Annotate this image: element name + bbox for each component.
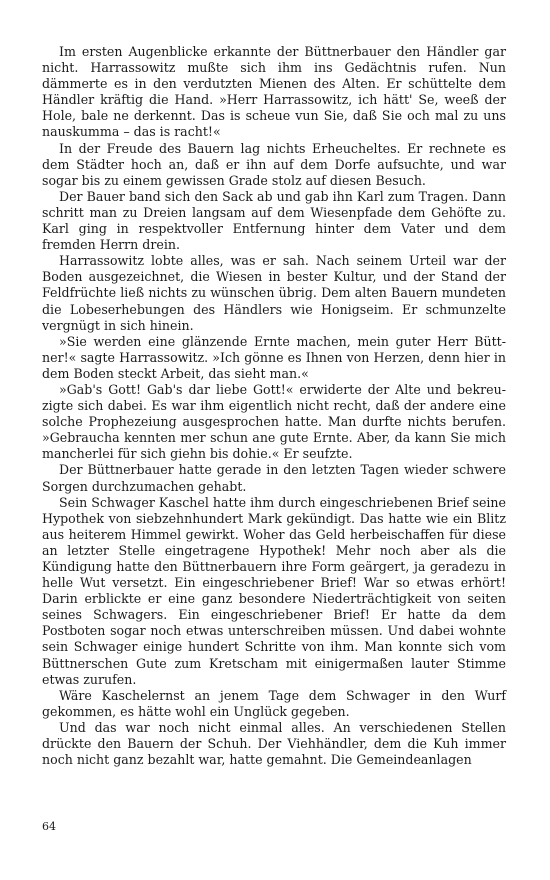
page-text-block — [42, 44, 506, 768]
paragraph: Im ersten Augenblicke erkannte der Büttnerbauer den Händler gar nicht. Harrassowitz mußte sich ihm ins Gedächtnis rufen. Nun dämmerte es in den verdutzten Mienen des Alten. Er schüttelte dem Händler kräftig die Hand. »Herr Harrassowitz, ich hätt' Se, weeß der Hole, bale ne derkennt. Das is scheue vun Sie, daß Sie och mal zu uns nauskumma – das is racht!« — [42, 44, 506, 140]
paragraph: Sein Schwager Kaschel hatte ihm durch eingeschriebenen Brief seine Hypothek von siebzehnhundert Mark gekündigt. Das hatte wie ein Blitz aus heiterem Himmel gewirkt. Woher das Geld herbeischaffen für diese an letzter Stelle eingetragene Hypothek! Mehr noch aber als die Kündigung hatte den Büttnerbauern ihre Form geärgert, ja geradezu in helle Wut versetzt. Ein eingeschriebener Brief! War so etwas erhört! Darin erblickte er eine ganz besondere Niederträchtigkeit von seiten seines Schwagers. Ein eingeschriebener Brief! Er hatte da dem Postboten sogar noch etwas unterschreiben müssen. Und dabei wohnte sein Schwager einige hundert Schritte von ihm. Man konnte sich vom Büttnerschen Gute zum Kretscham mit einigermaßen lauter Stimme etwas zurufen. — [42, 494, 506, 687]
paragraph: »Gab's Gott! Gab's dar liebe Gott!« erwiderte der Alte und bekreuzigte sich dabei. Es war ihm eigentlich nicht recht, daß der andere eine solche Prophezeiung ausgesprochen hatte. Man durfte nichts berufen. »Gebraucha kennten mer schun ane gute Ernte. Aber, da kann Sie mich mancherlei für sich giehn bis dohie.« Er seufzte. — [42, 381, 506, 462]
page-number: 64 — [42, 820, 56, 833]
paragraph: Harrassowitz lobte alles, was er sah. Nach seinem Urteil war der Boden ausgezeichnet, die Wiesen in bester Kultur, und der Stand der Feldfrüchte ließ nichts zu wünschen übrig. Dem alten Bauern mundeten die Lobeserhebungen des Händlers wie Honigseim. Er schmunzelte vergnügt in sich hinein. — [42, 253, 506, 333]
paragraph: Wäre Kaschelernst an jenem Tage dem Schwager in den Wurf gekommen, es hätte wohl ein Unglück gegeben. — [42, 687, 506, 719]
paragraph: In der Freude des Bauern lag nichts Erheucheltes. Er rechnete es dem Städter hoch an, daß er ihn auf dem Dorfe aufsuchte, und war sogar bis zu einem gewissen Grade stolz auf diesen Besuch. — [42, 140, 506, 188]
paragraph: »Sie werden eine glänzende Ernte machen, mein guter Herr Büttner!« sagte Harrassowitz. »Ich gönne es Ihnen von Herzen, denn hier in dem Boden steckt Arbeit, das sieht man.« — [42, 333, 506, 381]
paragraph: Der Büttnerbauer hatte gerade in den letzten Tagen wieder schwere Sorgen durchzumachen gehabt. — [42, 462, 506, 494]
paragraph: Und das war noch nicht einmal alles. An verschiedenen Stellen drückte den Bauern der Schuh. Der Viehhändler, dem die Kuh immer noch nicht ganz bezahlt war, hatte gemahnt. Die Gemeindeanlagen — [42, 719, 506, 768]
paragraph: Der Bauer band sich den Sack ab und gab ihn Karl zum Tragen. Dann schritt man zu Dreien langsam auf dem Wiesenpfade dem Gehöfte zu. Karl ging in respektvoller Entfernung hinter dem Vater und dem fremden Herrn drein. — [42, 188, 506, 253]
